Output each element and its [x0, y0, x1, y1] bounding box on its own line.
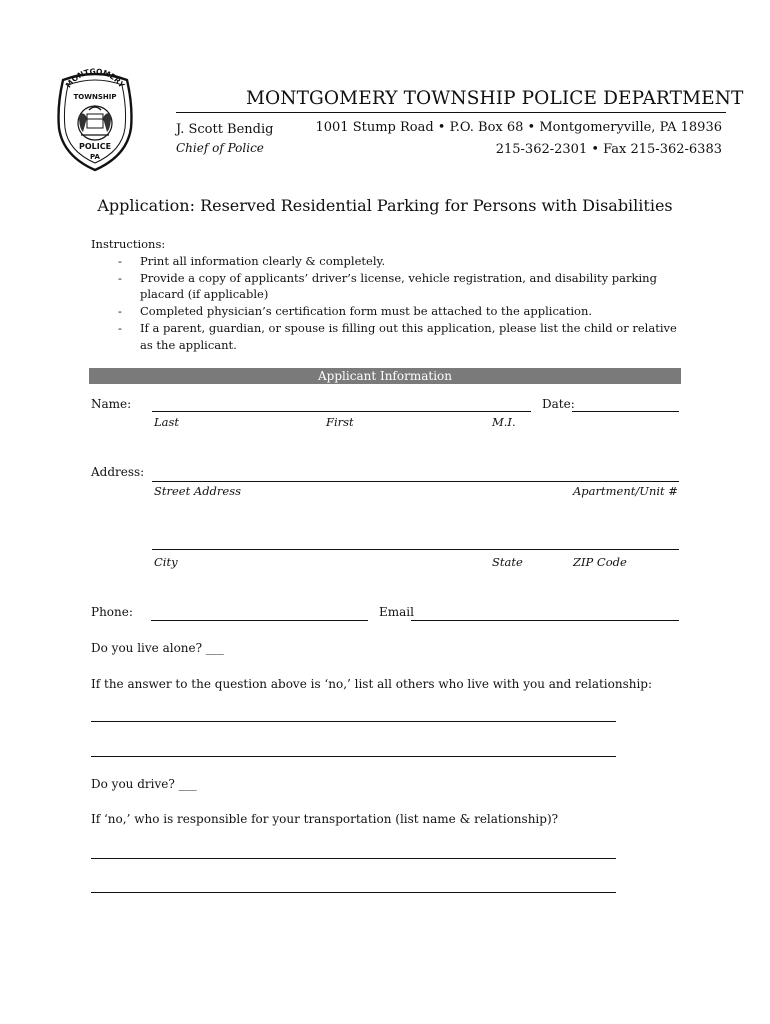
household-answer-line[interactable]: [91, 721, 616, 722]
email-label: Email: [379, 605, 414, 619]
transportation-question: If ‘no,’ who is responsible for your transportation (list name & relationship)?: [91, 812, 559, 826]
svg-text:PA: PA: [90, 153, 100, 161]
instruction-item: - Print all information clearly & completely.: [91, 253, 691, 270]
svg-text:MONTGOMERY: MONTGOMERY: [63, 66, 127, 90]
phone-label: Phone:: [91, 605, 133, 619]
name-last-caption: Last: [154, 415, 180, 429]
city-caption: City: [154, 555, 178, 569]
transportation-answer-line[interactable]: [91, 892, 616, 893]
city-state-zip-field[interactable]: [152, 549, 679, 550]
section-header-applicant-info: Applicant Information: [89, 368, 681, 384]
instructions-label: Instructions:: [91, 237, 166, 251]
address-label: Address:: [91, 465, 145, 479]
instruction-item: - Completed physician’s certification form must be attached to the application.: [91, 303, 691, 320]
date-label: Date:: [542, 397, 575, 411]
drive-question[interactable]: Do you drive? ___: [91, 777, 197, 791]
department-name: MONTGOMERY TOWNSHIP POLICE DEPARTMENT: [246, 88, 744, 109]
instructions-list: [91, 253, 691, 354]
transportation-answer-line[interactable]: [91, 858, 616, 859]
street-address-field[interactable]: [152, 481, 679, 482]
household-answer-line[interactable]: [91, 756, 616, 757]
form-title: Application: Reserved Residential Parking for Persons with Disabilities: [97, 196, 673, 215]
header-rule: [176, 112, 726, 113]
name-field[interactable]: [152, 411, 531, 412]
apartment-caption: Apartment/Unit #: [573, 484, 678, 498]
svg-text:TOWNSHIP: TOWNSHIP: [73, 93, 117, 101]
zip-caption: ZIP Code: [573, 555, 627, 569]
instructions: [91, 236, 691, 354]
instruction-item: - Provide a copy of applicants’ driver’s license, vehicle registration, and disability parking placard (if applicable): [91, 270, 691, 304]
name-label: Name:: [91, 397, 132, 411]
name-first-caption: First: [326, 415, 354, 429]
chief-title: Chief of Police: [176, 141, 264, 155]
chief-name: J. Scott Bendig: [176, 122, 274, 137]
department-address: 1001 Stump Road • P.O. Box 68 • Montgomeryville, PA 18936: [315, 120, 722, 135]
instruction-item: - If a parent, guardian, or spouse is filling out this application, please list the child or relative as the applicant.: [91, 320, 691, 354]
live-alone-question[interactable]: Do you live alone? ___: [91, 641, 224, 655]
phone-field[interactable]: [151, 620, 368, 621]
name-mi-caption: M.I.: [492, 415, 516, 429]
date-field[interactable]: [572, 411, 679, 412]
state-caption: State: [492, 555, 523, 569]
email-field[interactable]: [411, 620, 679, 621]
police-badge-logo: [53, 66, 137, 172]
street-address-caption: Street Address: [154, 484, 242, 498]
department-phone-fax: 215-362-2301 • Fax 215-362-6383: [495, 142, 722, 157]
svg-text:POLICE: POLICE: [78, 142, 112, 151]
household-question: If the answer to the question above is ‘no,’ list all others who live with you and relationship:: [91, 677, 653, 691]
